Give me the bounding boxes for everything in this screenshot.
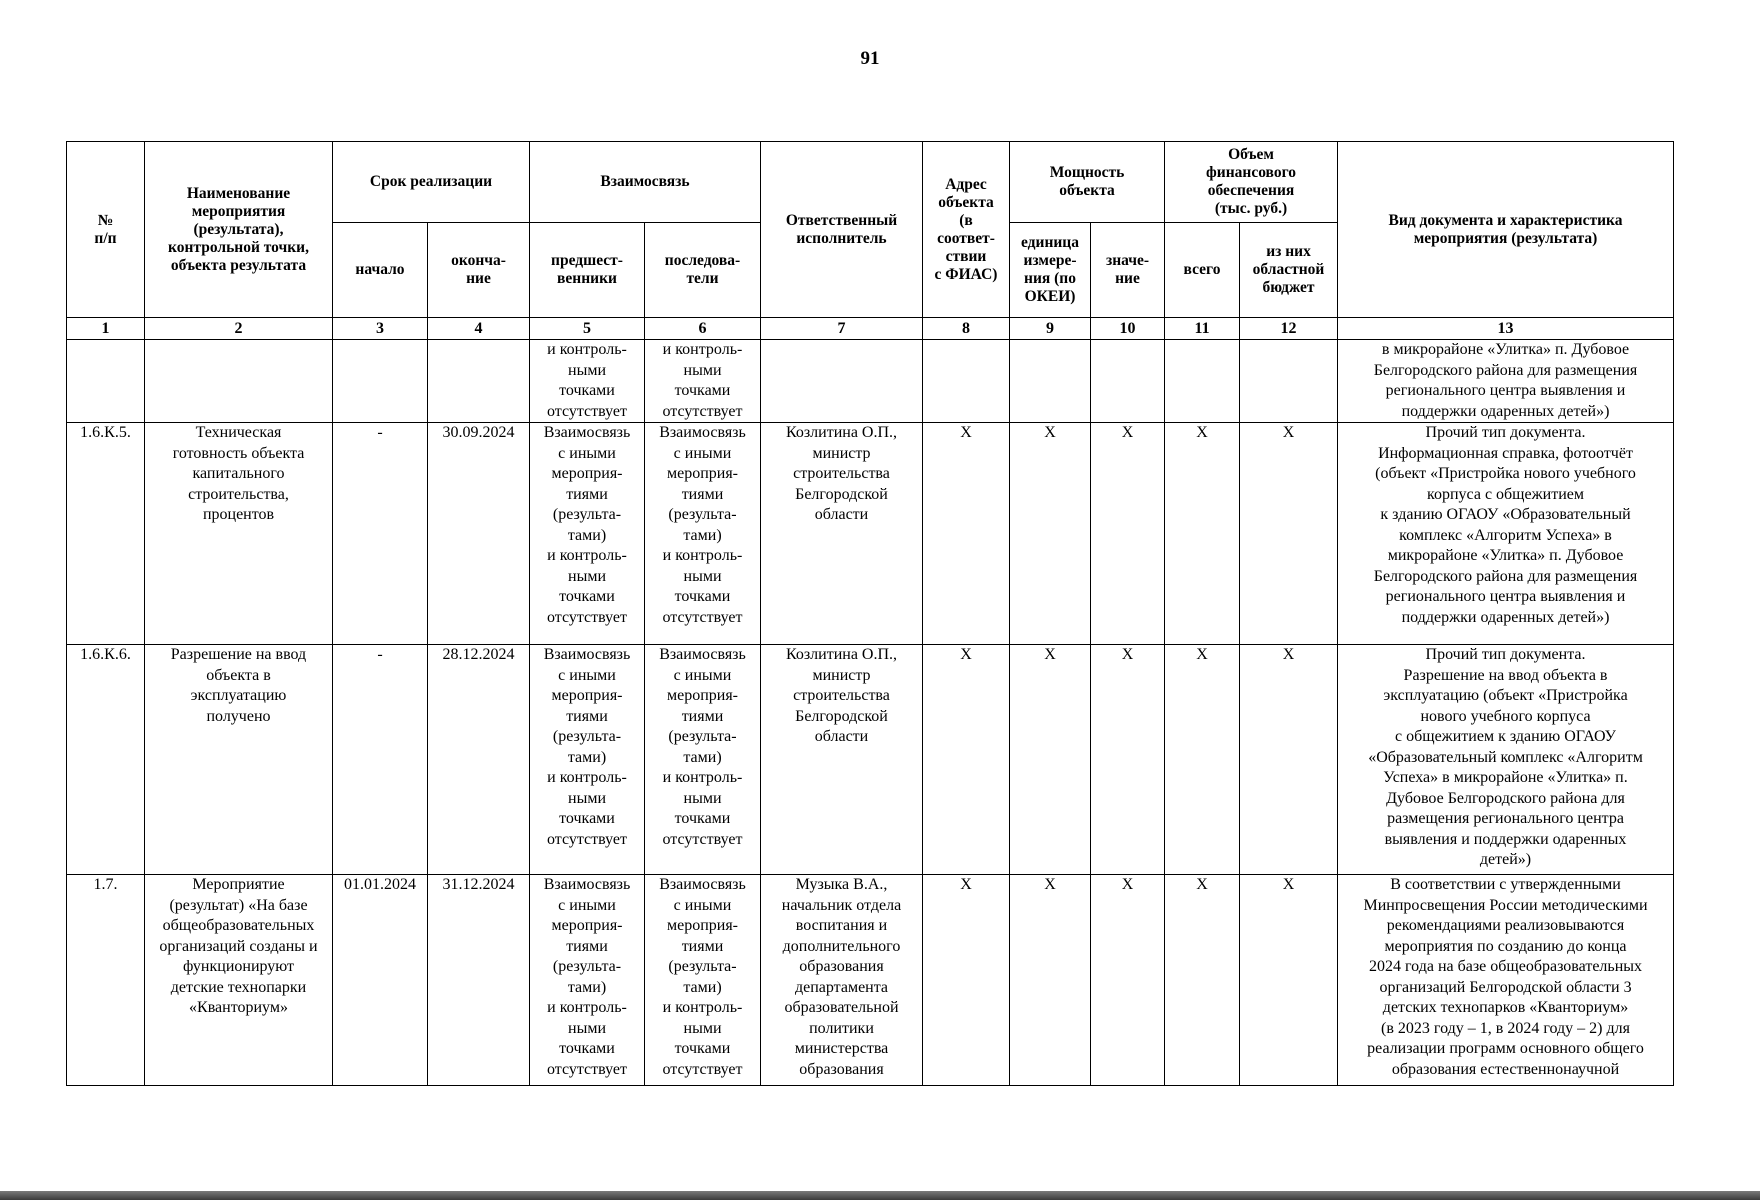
header-capacity-unit: единица измере- ния (по ОКЕИ) — [1010, 223, 1091, 318]
header-relation-next: последова- тели — [645, 223, 761, 318]
header-responsible: Ответственный исполнитель — [761, 142, 923, 318]
header-finance: Объем финансового обеспечения (тыс. руб.) — [1165, 142, 1338, 223]
row-end: 30.09.2024 — [428, 423, 530, 645]
row-value: X — [1091, 645, 1165, 875]
row-total: X — [1165, 645, 1240, 875]
column-number-row — [67, 318, 1674, 340]
row-num: 1.6.К.6. — [67, 645, 145, 875]
row-regional: X — [1240, 645, 1338, 875]
header-relation-prev: предшест- венники — [530, 223, 645, 318]
row-doc: Прочий тип документа. Разрешение на ввод объекта в эксплуатацию (объект «Пристройка нового учебного корпуса с общежитием к зданию ОГАОУ «Образовательный комплекс «Алгоритм Успеха» в микрорайоне «Улитка» п. Дубовое Белгородского района для размещения регионального центра выявления и поддержки одаренных детей») — [1338, 645, 1674, 875]
row-regional: X — [1240, 875, 1338, 1086]
table-row — [67, 875, 1674, 1086]
row-responsible: Музыка В.А., начальник отдела воспитания и дополнительного образования департамента образовательной политики министерства образования — [761, 875, 923, 1086]
column-number: 8 — [923, 318, 1010, 340]
row-next: Взаимосвязь с иными мероприя- тиями (результа- тами) и контроль- ными точками отсутствует — [645, 423, 761, 645]
row-end: 31.12.2024 — [428, 875, 530, 1086]
row-num — [67, 340, 145, 423]
row-unit — [1010, 340, 1091, 423]
row-start: 01.01.2024 — [333, 875, 428, 1086]
column-number: 1 — [67, 318, 145, 340]
row-responsible — [761, 340, 923, 423]
row-prev: и контроль- ными точками отсутствует — [530, 340, 645, 423]
header-relation: Взаимосвязь — [530, 142, 761, 223]
column-number: 4 — [428, 318, 530, 340]
row-total: X — [1165, 875, 1240, 1086]
row-next: Взаимосвязь с иными мероприя- тиями (результа- тами) и контроль- ными точками отсутствует — [645, 875, 761, 1086]
column-number: 5 — [530, 318, 645, 340]
column-number: 11 — [1165, 318, 1240, 340]
row-regional — [1240, 340, 1338, 423]
column-number: 6 — [645, 318, 761, 340]
row-next: Взаимосвязь с иными мероприя- тиями (результа- тами) и контроль- ными точками отсутствует — [645, 645, 761, 875]
row-unit: X — [1010, 423, 1091, 645]
row-value — [1091, 340, 1165, 423]
table-row — [67, 340, 1674, 423]
row-num: 1.6.К.5. — [67, 423, 145, 645]
column-number: 7 — [761, 318, 923, 340]
row-address — [923, 340, 1010, 423]
column-number: 10 — [1091, 318, 1165, 340]
row-value: X — [1091, 423, 1165, 645]
row-name — [145, 340, 333, 423]
header-name: Наименование мероприятия (результата), контрольной точки, объекта результата — [145, 142, 333, 318]
header-term-start: начало — [333, 223, 428, 318]
table-row — [67, 645, 1674, 875]
column-number: 3 — [333, 318, 428, 340]
header-term-end: оконча- ние — [428, 223, 530, 318]
row-end — [428, 340, 530, 423]
row-total: X — [1165, 423, 1240, 645]
header-capacity-value: значе- ние — [1091, 223, 1165, 318]
header-num: № п/п — [67, 142, 145, 318]
row-value: X — [1091, 875, 1165, 1086]
row-total — [1165, 340, 1240, 423]
row-end: 28.12.2024 — [428, 645, 530, 875]
row-regional: X — [1240, 423, 1338, 645]
table-header — [67, 142, 1674, 340]
row-unit: X — [1010, 875, 1091, 1086]
header-finance-total: всего — [1165, 223, 1240, 318]
row-doc: В соответствии с утвержденными Минпросвещения России методическими рекомендациями реализовываются мероприятия по созданию до конца 2024 года на базе общеобразовательных организаций Белгородской области 3 детских технопарков «Кванториум» (в 2023 году – 1, в 2024 году – 2) для реализации программ основного общего образования естественнонаучной — [1338, 875, 1674, 1086]
row-start: - — [333, 645, 428, 875]
table-row — [67, 423, 1674, 645]
page-number: 91 — [860, 48, 880, 69]
header-term: Срок реализации — [333, 142, 530, 223]
column-number: 2 — [145, 318, 333, 340]
row-num: 1.7. — [67, 875, 145, 1086]
row-next: и контроль- ными точками отсутствует — [645, 340, 761, 423]
row-prev: Взаимосвязь с иными мероприя- тиями (результа- тами) и контроль- ными точками отсутствует — [530, 875, 645, 1086]
row-prev: Взаимосвязь с иными мероприя- тиями (результа- тами) и контроль- ными точками отсутствует — [530, 645, 645, 875]
row-address: X — [923, 423, 1010, 645]
row-unit: X — [1010, 645, 1091, 875]
plan-table — [66, 141, 1674, 1086]
row-address: X — [923, 875, 1010, 1086]
scan-edge-bar — [0, 1191, 1760, 1200]
row-name: Разрешение на ввод объекта в эксплуатацию получено — [145, 645, 333, 875]
column-number: 12 — [1240, 318, 1338, 340]
row-responsible: Козлитина О.П., министр строительства Белгородской области — [761, 645, 923, 875]
row-start — [333, 340, 428, 423]
row-address: X — [923, 645, 1010, 875]
row-start: - — [333, 423, 428, 645]
column-number: 13 — [1338, 318, 1674, 340]
header-address: Адрес объекта (в соответ- ствии с ФИАС) — [923, 142, 1010, 318]
row-name: Мероприятие (результат) «На базе общеобразовательных организаций созданы и функционируют детские технопарки «Кванториум» — [145, 875, 333, 1086]
row-prev: Взаимосвязь с иными мероприя- тиями (результа- тами) и контроль- ными точками отсутствует — [530, 423, 645, 645]
row-name: Техническая готовность объекта капитального строительства, процентов — [145, 423, 333, 645]
row-responsible: Козлитина О.П., министр строительства Белгородской области — [761, 423, 923, 645]
header-doc: Вид документа и характеристика мероприятия (результата) — [1338, 142, 1674, 318]
header-finance-regional: из них областной бюджет — [1240, 223, 1338, 318]
row-doc: Прочий тип документа. Информационная справка, фотоотчёт (объект «Пристройка нового учебного корпуса с общежитием к зданию ОГАОУ «Образовательный комплекс «Алгоритм Успеха» в микрорайоне «Улитка» п. Дубовое Белгородского района для размещения регионального центра выявления и поддержки одаренных детей») — [1338, 423, 1674, 645]
column-number: 9 — [1010, 318, 1091, 340]
header-capacity: Мощность объекта — [1010, 142, 1165, 223]
row-doc: в микрорайоне «Улитка» п. Дубовое Белгородского района для размещения регионального центра выявления и поддержки одаренных детей») — [1338, 340, 1674, 423]
